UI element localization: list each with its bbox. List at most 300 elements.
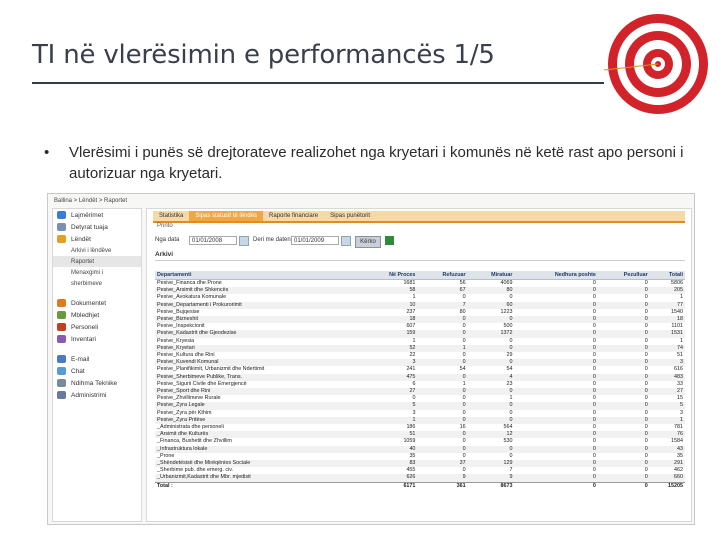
bullet-dot: • xyxy=(44,144,50,161)
table-cell: 0 xyxy=(462,395,466,402)
table-cell: 483 xyxy=(650,374,685,381)
sidebar-item-label: Inventari xyxy=(71,335,96,343)
table-cell: 1 xyxy=(412,337,416,344)
table-cell: _Urbanizmit,Kadastrit dhe Mbr. mjedisit xyxy=(155,474,361,482)
total-cell: 15205 xyxy=(650,482,685,490)
sidebar-item-inventari[interactable] xyxy=(53,333,141,345)
sidebar-item-label: Detyrat tuaja xyxy=(71,223,108,231)
table-cell: 455 xyxy=(406,467,416,474)
table-cell: 237 xyxy=(406,308,416,315)
table-cell: Pesive_Inspekcionit xyxy=(157,323,205,330)
table-cell: 0 xyxy=(592,308,596,315)
tasks-icon xyxy=(57,223,66,231)
meetings-icon xyxy=(57,311,66,319)
table-cell: 0 xyxy=(468,402,515,409)
table-cell: 0 xyxy=(598,474,650,482)
table-cell: 12 xyxy=(468,431,515,438)
column-header-refuzuar[interactable]: Refuzuar xyxy=(417,271,467,280)
table-cell: 0 xyxy=(644,424,648,431)
table-cell: Pesive_Planifikimit, Urbanizmit dhe Ndertimit xyxy=(157,366,265,373)
table-cell: 43 xyxy=(650,446,685,453)
table-cell: 60 xyxy=(468,302,515,309)
filter-bar xyxy=(155,235,685,247)
table-cell: _Prone xyxy=(157,452,175,459)
table-cell: 52 xyxy=(361,345,417,352)
sidebar-item-e-mail[interactable] xyxy=(53,353,141,365)
table-cell: 0 xyxy=(592,467,596,474)
table-cell: 0 xyxy=(592,395,596,402)
table-cell: 5 xyxy=(650,402,685,409)
table-cell: 0 xyxy=(514,345,597,352)
table-cell: 0 xyxy=(598,316,650,323)
table-cell: 83 xyxy=(361,460,417,467)
table-cell: 500 xyxy=(503,323,513,330)
table-row xyxy=(155,330,685,337)
table-cell: 54 xyxy=(459,366,466,373)
table-cell: 159 xyxy=(361,330,417,337)
table-cell: 0 xyxy=(514,417,597,424)
table-cell: 35 xyxy=(409,452,416,459)
tab-sipas-statusit-te-lendes[interactable]: Sipas statusit të lëndës xyxy=(189,211,263,221)
table-cell: Pesive_Kuvendi Komunal xyxy=(155,359,361,366)
table-cell: _Shëndetësisë dhe Mirëqënies Sociale xyxy=(155,460,361,467)
table-cell: 0 xyxy=(592,452,596,459)
support-icon xyxy=(57,379,66,387)
table-cell: Pesive_Financa dhe Prone xyxy=(157,280,222,286)
table-cell: 27 xyxy=(361,388,417,395)
section-title: Arkivi xyxy=(155,251,685,261)
table-cell: 1 xyxy=(412,294,416,301)
table-cell: 291 xyxy=(650,460,685,467)
table-cell: 74 xyxy=(650,345,685,352)
table-cell: 0 xyxy=(417,316,467,323)
table-cell: 0 xyxy=(514,474,597,482)
table-row xyxy=(155,294,685,301)
table-cell: 1223 xyxy=(500,308,513,315)
table-cell: 0 xyxy=(417,417,467,424)
table-cell: 0 xyxy=(509,409,513,416)
table-row xyxy=(155,395,685,402)
to-date-label: Deri me daten xyxy=(253,237,291,243)
table-cell: 0 xyxy=(644,308,648,315)
table-cell: 0 xyxy=(417,446,467,453)
print-link[interactable]: Printo xyxy=(157,223,173,229)
megaphone-icon xyxy=(57,211,66,219)
table-cell: 0 xyxy=(598,388,650,395)
table-cell: Pesive_Zhvillimeve Rurale xyxy=(157,395,221,402)
table-row xyxy=(155,431,685,438)
table-cell: 0 xyxy=(644,280,648,286)
table-cell: Pesive_Kryesia xyxy=(157,337,195,344)
table-cell: 0 xyxy=(592,366,596,373)
table-cell: 3 xyxy=(412,409,416,416)
table-cell: 0 xyxy=(592,280,596,286)
table-cell: 475 xyxy=(361,374,417,381)
table-row xyxy=(155,323,685,330)
table-cell: 660 xyxy=(650,474,685,482)
table-cell: 0 xyxy=(468,446,515,453)
table-cell: 0 xyxy=(468,345,515,352)
table-cell: 40 xyxy=(361,446,417,453)
table-cell: 1101 xyxy=(671,323,683,330)
table-row xyxy=(155,467,685,474)
sidebar-item-label: Personeli xyxy=(71,323,99,331)
table-cell: 76 xyxy=(650,431,685,438)
table-cell: 0 xyxy=(592,380,596,387)
table-cell: 0 xyxy=(598,417,650,424)
search-button[interactable]: Kërko xyxy=(355,236,381,248)
table-cell: _Sherbime pub. dhe emerg. civ. xyxy=(157,467,234,474)
table-total-row xyxy=(155,482,685,490)
sidebar-subitem-raportet[interactable]: Raportet xyxy=(53,256,141,267)
sidebar-item-label: Chat xyxy=(71,367,85,375)
table-cell: _Financa, Buxhetit dhe Zhvillim xyxy=(157,438,232,445)
table-row xyxy=(155,359,685,366)
table-cell: 0 xyxy=(592,352,596,359)
table-cell: 0 xyxy=(514,302,597,309)
table-cell: 0 xyxy=(592,323,596,330)
table-cell: Pesive_Zyra për Kthim xyxy=(157,409,212,416)
column-header-departamenti[interactable]: Departamenti xyxy=(155,271,361,280)
table-cell: 1 xyxy=(680,337,683,344)
breadcrumb: Ballina > Lëndët > Raportet xyxy=(54,198,128,204)
table-row xyxy=(155,280,685,288)
sidebar-item-mbledhjet[interactable] xyxy=(53,309,141,321)
slide-title: TI në vlerësimin e performancës 1/5 xyxy=(32,40,495,70)
sidebar-item-label: E-mail xyxy=(71,355,90,363)
inventory-icon xyxy=(57,335,66,343)
table-cell: _Infrastruktura lokale xyxy=(155,446,361,453)
table-cell: 0 xyxy=(417,402,467,409)
table-cell: 0 xyxy=(462,323,466,330)
sidebar-item-administrimi[interactable] xyxy=(53,389,141,401)
table-row xyxy=(155,366,685,373)
table-cell: 0 xyxy=(509,337,513,344)
table-cell: 0 xyxy=(644,352,648,359)
app-screenshot xyxy=(47,193,695,525)
table-cell: 0 xyxy=(644,452,648,459)
table-cell: 0 xyxy=(598,330,650,337)
total-cell: 361 xyxy=(417,482,467,490)
table-cell: Pesive_Zyra Pritëse xyxy=(155,417,361,424)
sidebar xyxy=(52,208,142,522)
table-cell: 781 xyxy=(674,424,683,431)
column-header-miratuar[interactable]: Miratuar xyxy=(468,271,515,280)
table-cell: 27 xyxy=(650,388,685,395)
table-cell: 0 xyxy=(412,395,416,402)
table-cell: Pesive_Avokatura Komunale xyxy=(157,294,227,301)
table-cell: 0 xyxy=(462,467,466,474)
calendar-icon[interactable] xyxy=(341,236,351,246)
table-cell: 1 xyxy=(509,395,513,402)
table-cell: 564 xyxy=(503,424,513,431)
table-cell: 9 xyxy=(468,474,515,482)
table-cell: 6 xyxy=(412,380,416,387)
table-cell: Pesive_Kultura dhe Rini xyxy=(157,352,215,359)
sidebar-item-label: Lëndët xyxy=(71,235,91,243)
table-cell: 0 xyxy=(644,337,648,344)
table-cell: 0 xyxy=(598,374,650,381)
sidebar-item-lajmerimet[interactable] xyxy=(53,209,141,221)
table-cell: 0 xyxy=(514,374,597,381)
table-row xyxy=(155,338,685,345)
sidebar-item-chat[interactable] xyxy=(53,365,141,377)
table-cell: 0 xyxy=(598,287,650,294)
table-cell: 0 xyxy=(592,438,596,445)
table-cell: 29 xyxy=(506,352,513,359)
total-cell: Total : xyxy=(155,482,361,490)
report-table xyxy=(155,271,685,490)
table-cell: 0 xyxy=(514,330,597,337)
table-cell: 1 xyxy=(680,294,683,301)
table-row xyxy=(155,309,685,316)
table-cell: 0 xyxy=(514,287,597,294)
sidebar-item-personeli[interactable] xyxy=(53,321,141,333)
table-cell: 1372 xyxy=(468,330,515,337)
table-cell: 0 xyxy=(417,374,467,381)
table-row xyxy=(155,345,685,352)
table-row xyxy=(155,374,685,381)
table-cell: Pesive_Zyra Legale xyxy=(155,402,361,409)
table-cell: 4069 xyxy=(500,280,513,286)
total-cell: 8673 xyxy=(468,482,515,490)
table-cell: 0 xyxy=(514,446,597,453)
table-row xyxy=(155,446,685,453)
table-cell: 1584 xyxy=(671,438,683,445)
table-row xyxy=(155,474,685,482)
personnel-icon xyxy=(57,323,66,331)
table-cell: 0 xyxy=(592,409,596,416)
table-cell: _Administrata dhe personeli xyxy=(157,424,224,431)
table-row xyxy=(155,352,685,359)
table-cell: 0 xyxy=(514,316,597,323)
table-cell: 0 xyxy=(417,359,467,366)
sidebar-subitem-arkivi-i-lendeve[interactable]: Arkivi i lëndëve xyxy=(71,247,112,254)
table-cell: 0 xyxy=(468,359,515,366)
table-cell: 80 xyxy=(459,308,466,315)
table-cell: 23 xyxy=(506,380,513,387)
total-cell: 0 xyxy=(598,482,650,490)
table-cell: 0 xyxy=(598,431,650,438)
table-cell: 0 xyxy=(644,294,648,301)
table-cell: 129 xyxy=(468,460,515,467)
table-cell: 0 xyxy=(598,460,650,467)
table-cell: 3 xyxy=(650,359,685,366)
sidebar-item-label: Ndihma Teknike xyxy=(71,379,118,387)
sidebar-item-lendet[interactable] xyxy=(53,233,141,245)
table-cell: Pesive_Sport dhe Rini xyxy=(155,388,361,395)
table-cell: 0 xyxy=(509,452,513,459)
table-cell: 58 xyxy=(361,287,417,294)
table-cell: 1540 xyxy=(671,308,683,315)
table-cell: 1681 xyxy=(403,280,416,286)
sidebar-subitem-sherbimeve[interactable]: sherbimeve xyxy=(71,280,103,287)
table-row xyxy=(155,410,685,417)
table-cell: 0 xyxy=(468,388,515,395)
table-cell: 0 xyxy=(417,431,467,438)
sidebar-item-label: Lajmërimet xyxy=(71,211,104,219)
table-cell: 0 xyxy=(644,438,648,445)
column-header-ne-proces[interactable]: Në Proces xyxy=(361,271,417,280)
table-cell: 18 xyxy=(650,316,685,323)
target-icon xyxy=(598,8,710,120)
table-cell: 0 xyxy=(598,402,650,409)
tab-statistika[interactable]: Statistika xyxy=(159,213,184,219)
table-cell: 0 xyxy=(462,352,466,359)
table-row xyxy=(155,417,685,424)
table-cell: 3 xyxy=(680,409,683,416)
table-cell: 0 xyxy=(644,395,648,402)
table-cell: Pesive_Bujqesise xyxy=(157,308,200,315)
table-cell: 0 xyxy=(644,467,648,474)
sidebar-item-label: Mbledhjet xyxy=(71,311,100,319)
chat-icon xyxy=(57,367,66,375)
table-cell: Pesive_Sherbimeve Publike, Trans. xyxy=(155,374,361,381)
table-cell: Pesive_Bizneshit xyxy=(155,316,361,323)
table-cell: 51 xyxy=(361,431,417,438)
table-cell: 0 xyxy=(417,388,467,395)
table-cell: 0 xyxy=(592,337,596,344)
table-cell: 22 xyxy=(409,352,416,359)
table-cell: 5806 xyxy=(671,280,683,286)
table-cell: 1059 xyxy=(403,438,416,445)
table-cell: 0 xyxy=(514,359,597,366)
table-cell: 7 xyxy=(509,467,513,474)
table-row xyxy=(155,388,685,395)
table-cell: 0 xyxy=(598,345,650,352)
table-cell: 35 xyxy=(677,452,683,459)
table-row xyxy=(155,302,685,309)
table-cell: 0 xyxy=(462,294,466,301)
sidebar-item-ndihma-teknike[interactable] xyxy=(53,377,141,389)
main-panel xyxy=(146,208,692,522)
to-date-input[interactable]: 01/01/2009 xyxy=(291,236,339,245)
table-cell: 530 xyxy=(503,438,513,445)
table-cell: 0 xyxy=(598,359,650,366)
tab-bar xyxy=(153,211,685,223)
table-cell: 0 xyxy=(644,409,648,416)
from-date-label: Nga data xyxy=(155,237,180,243)
table-cell: 9 xyxy=(417,474,467,482)
table-cell: 77 xyxy=(650,302,685,309)
table-cell: 37 xyxy=(417,460,467,467)
table-cell: 0 xyxy=(462,337,466,344)
folder-icon xyxy=(57,235,66,243)
table-row xyxy=(155,438,685,445)
table-cell: Pesive_Kryetari xyxy=(155,345,361,352)
table-row xyxy=(155,287,685,294)
table-cell: 3 xyxy=(361,359,417,366)
table-cell: 54 xyxy=(506,366,513,373)
column-header-totali[interactable]: Totali xyxy=(650,271,685,280)
table-cell: 67 xyxy=(417,287,467,294)
title-underline xyxy=(32,82,604,84)
table-cell: 33 xyxy=(677,380,683,387)
column-header-nedhura-poshte[interactable]: Nedhura poshte xyxy=(514,271,597,280)
table-cell: 0 xyxy=(644,323,648,330)
bullet-text: Vlerësimi i punës së drejtorateve realizohet nga kryetari i komunës në ketë rast apo personi i autorizuar nga kryetari. xyxy=(69,144,684,182)
table-cell: 0 xyxy=(468,417,515,424)
table-cell: 0 xyxy=(644,380,648,387)
table-cell: 0 xyxy=(598,446,650,453)
table-cell: 186 xyxy=(406,424,416,431)
table-cell: 0 xyxy=(592,424,596,431)
table-cell: 205 xyxy=(650,287,685,294)
table-cell: 0 xyxy=(514,402,597,409)
table-cell: 1 xyxy=(417,345,467,352)
table-cell: 1 xyxy=(462,380,466,387)
table-row xyxy=(155,316,685,323)
total-cell: 0 xyxy=(514,482,597,490)
table-cell: 0 xyxy=(462,438,466,445)
table-cell: 1531 xyxy=(650,330,685,337)
table-cell: 51 xyxy=(677,352,683,359)
table-cell: 0 xyxy=(514,460,597,467)
table-cell: 0 xyxy=(468,316,515,323)
excel-export-icon[interactable] xyxy=(385,236,394,245)
table-cell: Pesive_Departamenti i Prokurorimit xyxy=(155,302,361,309)
table-cell: _Arsimit dhe Kulturës xyxy=(155,431,361,438)
table-cell: 18 xyxy=(361,316,417,323)
table-cell: 616 xyxy=(674,366,683,373)
table-cell: 462 xyxy=(674,467,683,474)
sidebar-item-dokumentet[interactable] xyxy=(53,297,141,309)
from-date-input[interactable]: 01/01/2008 xyxy=(189,236,237,245)
total-cell: 6171 xyxy=(361,482,417,490)
calendar-icon[interactable] xyxy=(239,236,249,246)
sidebar-item-label: Dokumentet xyxy=(71,299,107,307)
tab-sipas-punetorit[interactable]: Sipas punëtorit xyxy=(330,213,371,219)
table-cell: 0 xyxy=(417,330,467,337)
table-cell: 56 xyxy=(459,280,466,286)
table-row xyxy=(155,402,685,409)
table-cell: 0 xyxy=(462,409,466,416)
documents-icon xyxy=(57,299,66,307)
table-row xyxy=(155,381,685,388)
table-cell: 607 xyxy=(406,323,416,330)
sidebar-item-detyrat-tuaja[interactable] xyxy=(53,221,141,233)
bullet-item xyxy=(44,142,684,184)
table-cell: 5 xyxy=(361,402,417,409)
admin-icon xyxy=(57,391,66,399)
table-cell: Pesive_Sigurii Civile dhe Emergjencë xyxy=(157,380,247,387)
table-cell: Pesive_Kadastrit dhe Gjeodezise xyxy=(155,330,361,337)
column-header-pezulluar[interactable]: Pezulluar xyxy=(598,271,650,280)
table-cell: Pesive_Arsimit dhe Shkencës xyxy=(155,287,361,294)
table-cell: 626 xyxy=(361,474,417,482)
table-cell: 0 xyxy=(514,388,597,395)
table-cell: 15 xyxy=(677,395,683,402)
sidebar-item-label: Administrimi xyxy=(71,391,107,399)
table-cell: 0 xyxy=(592,294,596,301)
sidebar-subitem-menaxgimi-i[interactable]: Menaxgimi i xyxy=(71,269,104,276)
table-cell: 10 xyxy=(361,302,417,309)
table-row xyxy=(155,460,685,467)
table-cell: 241 xyxy=(406,366,416,373)
table-cell: 1 xyxy=(650,417,685,424)
table-cell: 1 xyxy=(361,417,417,424)
email-icon xyxy=(57,355,66,363)
table-cell: 7 xyxy=(417,302,467,309)
table-row xyxy=(155,424,685,431)
table-cell: 0 xyxy=(514,431,597,438)
table-cell: 0 xyxy=(644,366,648,373)
table-cell: 16 xyxy=(459,424,466,431)
table-cell: 0 xyxy=(598,302,650,309)
table-cell: 80 xyxy=(468,287,515,294)
tab-raporte-financiare[interactable]: Raporte financiare xyxy=(269,213,319,219)
table-row xyxy=(155,453,685,460)
